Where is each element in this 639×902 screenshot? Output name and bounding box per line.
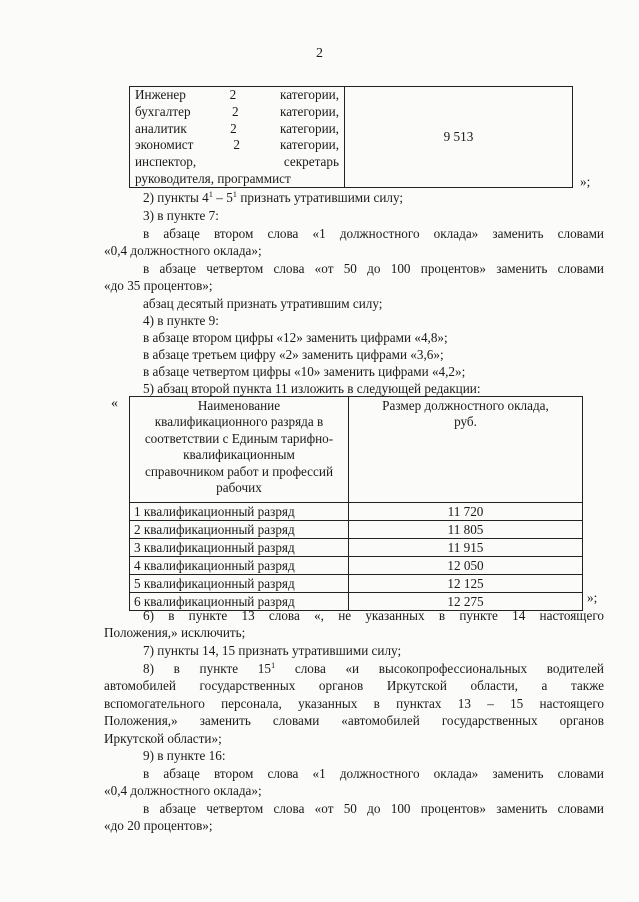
- item-6-cont: Положения,» исключить;: [104, 625, 246, 640]
- item-8: 8) в пункте $15^1$ слова «и высокопрофессиональных водителей: [143, 660, 604, 676]
- item-9-sub-1-cont: «0,4 должностного оклада»;: [104, 783, 262, 798]
- item-4: 4) в пункте 9:: [143, 313, 219, 328]
- item-7: 7) пункты 14, 15 признать утратившими силу;: [143, 643, 402, 658]
- item-2: 2) пункты $4^1 - 5^1$ признать утратившими силу;: [143, 189, 404, 205]
- grade-cell: 5 квалификационный разряд: [130, 575, 349, 593]
- item-9: 9) в пункте 16:: [143, 748, 226, 763]
- grade-cell: 6 квалификационный разряд: [130, 593, 349, 611]
- header-grade-name: Наименование квалификационного разряда в соответствии с Единым тарифно- квалификационным справочником работ и профессий рабочих: [130, 397, 349, 503]
- item-6: 6) в пункте 13 слова «, не указанных в пункте 14 настоящего: [143, 608, 604, 623]
- item-4-sub-1: в абзаце втором цифры «12» заменить цифрами «4,8»;: [143, 330, 448, 345]
- header-salary-size: Размер должностного оклада, руб.: [349, 397, 583, 503]
- item-3-sub-1: в абзаце втором слова «1 должностного оклада» заменить словами: [143, 226, 604, 241]
- item-3-sub-1-cont: «0,4 должностного оклада»;: [104, 243, 262, 258]
- position-line: аналитик 2 категории,: [135, 120, 339, 136]
- item-5: 5) абзац второй пункта 11 изложить в следующей редакции:: [143, 381, 481, 396]
- item-3-sub-3: абзац десятый признать утратившим силу;: [143, 296, 383, 311]
- salary-value-cell: 9 513: [443, 128, 474, 144]
- position-salary-table: [129, 86, 573, 188]
- item-3-sub-2: в абзаце четвертом слова «от 50 до 100 процентов» заменить словами: [143, 261, 604, 276]
- item-8-cont-4: Иркутской области»;: [104, 731, 222, 746]
- item-9-sub-1: в абзаце втором слова «1 должностного оклада» заменить словами: [143, 766, 604, 781]
- closing-quote: »;: [587, 590, 598, 605]
- position-line: бухгалтер 2 категории,: [135, 103, 339, 119]
- table-header-row: [130, 397, 583, 503]
- qualification-salary-table: [129, 396, 583, 611]
- table-row: [130, 521, 583, 539]
- closing-quote: »;: [580, 174, 591, 189]
- position-line: инспектор, секретарь: [135, 154, 339, 170]
- positions-cell: [130, 87, 345, 187]
- page-number: 2: [316, 46, 323, 61]
- position-line: экономист 2 категории,: [135, 137, 339, 153]
- item-4-sub-3: в абзаце четвертом цифры «10» заменить цифрами «4,2»;: [143, 364, 466, 379]
- item-8-cont-2: вспомогательного персонала, указанных в пунктах 13 – 15 настоящего: [104, 696, 604, 711]
- salary-cell: 11 915: [349, 539, 583, 557]
- item-9-sub-2: в абзаце четвертом слова «от 50 до 100 процентов» заменить словами: [143, 801, 604, 816]
- item-9-sub-2-cont: «до 20 процентов»;: [104, 818, 213, 833]
- grade-cell: 1 квалификационный разряд: [130, 503, 349, 521]
- position-line: руководителя, программист: [135, 170, 291, 186]
- table-row: [130, 575, 583, 593]
- item-8-cont-1: автомобилей государственных органов Иркутской области, а также: [104, 678, 604, 693]
- item-3: 3) в пункте 7:: [143, 208, 219, 223]
- opening-quote: «: [111, 396, 118, 411]
- item-3-sub-2-cont: «до 35 процентов»;: [104, 278, 213, 293]
- item-4-sub-2: в абзаце третьем цифру «2» заменить цифрами «3,6»;: [143, 347, 444, 362]
- table-row: [130, 503, 583, 521]
- salary-cell: 12 125: [349, 575, 583, 593]
- grade-cell: 3 квалификационный разряд: [130, 539, 349, 557]
- position-line: Инженер 2 категории,: [135, 87, 339, 102]
- table-row: [130, 557, 583, 575]
- grade-cell: 4 квалификационный разряд: [130, 557, 349, 575]
- salary-cell: 12 050: [349, 557, 583, 575]
- item-8-cont-3: Положения,» заменить словами «автомобилей государственных органов: [104, 713, 604, 728]
- salary-cell: 12 275: [349, 593, 583, 611]
- salary-cell: 11 805: [349, 521, 583, 539]
- table-row: [130, 539, 583, 557]
- grade-cell: 2 квалификационный разряд: [130, 521, 349, 539]
- salary-cell: 11 720: [349, 503, 583, 521]
